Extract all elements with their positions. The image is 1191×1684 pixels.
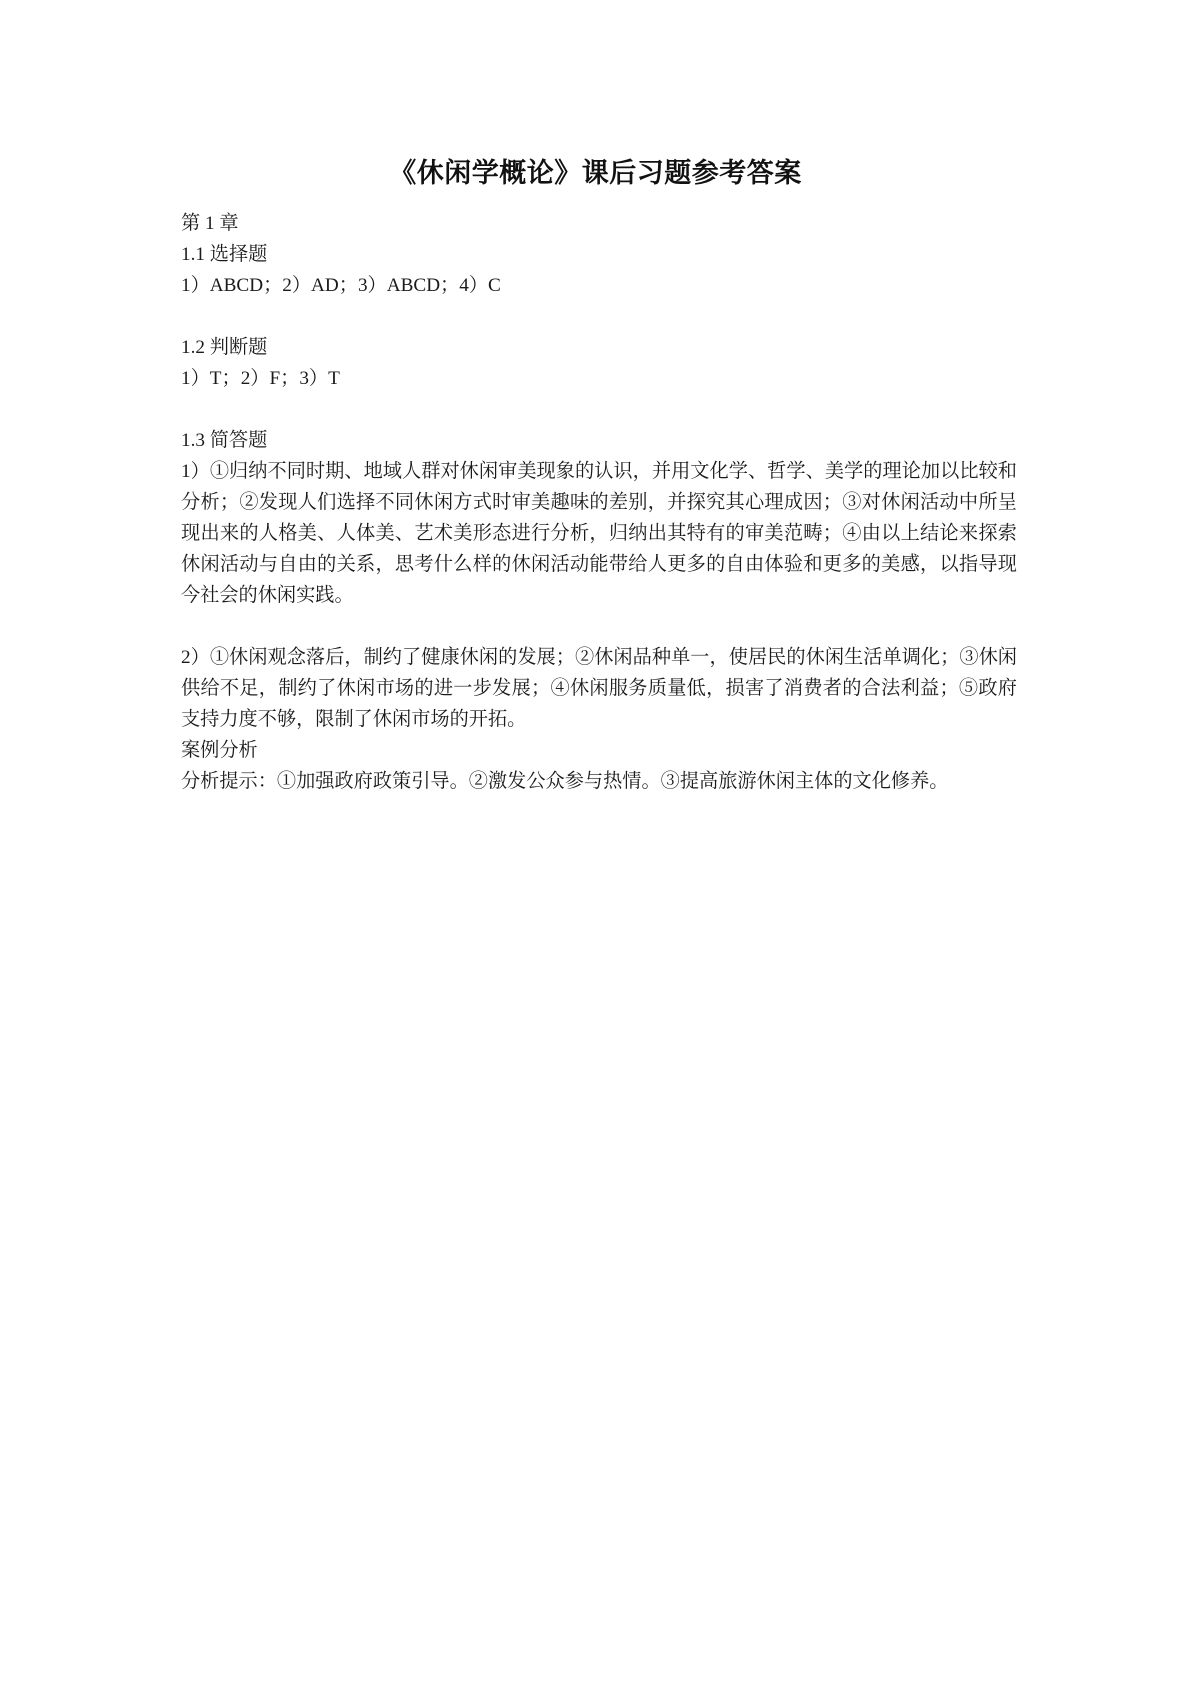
- chapter-heading: 第 1 章: [181, 213, 239, 234]
- section-1-2-answers: 1）T；2）F；3）T: [181, 368, 340, 389]
- case-analysis-answer: 分析提示：①加强政府政策引导。②激发公众参与热情。③提高旅游休闲主体的文化修养。: [181, 771, 949, 792]
- section-1-3-answer-2: 2）①休闲观念落后，制约了健康休闲的发展；②休闲品种单一，使居民的休闲生活单调化；③休闲供给不足，制约了休闲市场的进一步发展；④休闲服务质量低，损害了消费者的合法利益；⑤政府支持力度不够，限制了休闲市场的开拓。: [181, 647, 1017, 730]
- section-1-2-heading: 1.2 判断题: [181, 337, 268, 358]
- blank-line: [181, 301, 1021, 332]
- document-title: 《休闲学概论》课后习题参考答案: [389, 158, 802, 189]
- section-1-3-answer-1: 1）①归纳不同时期、地域人群对休闲审美现象的认识，并用文化学、哲学、美学的理论加以比较和分析；②发现人们选择不同休闲方式时审美趣味的差别，并探究其心理成因；③对休闲活动中所呈现出来的人格美、人体美、艺术美形态进行分析，归纳出其特有的审美范畴；④由以上结论来探索休闲活动与自由的关系，思考什么样的休闲活动能带给人更多的自由体验和更多的美感，以指导现今社会的休闲实践。: [181, 461, 1017, 606]
- section-1-3-heading: 1.3 简答题: [181, 430, 268, 451]
- section-1-1-heading: 1.1 选择题: [181, 244, 268, 265]
- section-1-1-answers: 1）ABCD；2）AD；3）ABCD；4）C: [181, 275, 501, 296]
- blank-line: [181, 611, 1021, 642]
- blank-line: [181, 394, 1021, 425]
- document-body: [181, 208, 1021, 797]
- case-analysis-heading: 案例分析: [181, 740, 258, 761]
